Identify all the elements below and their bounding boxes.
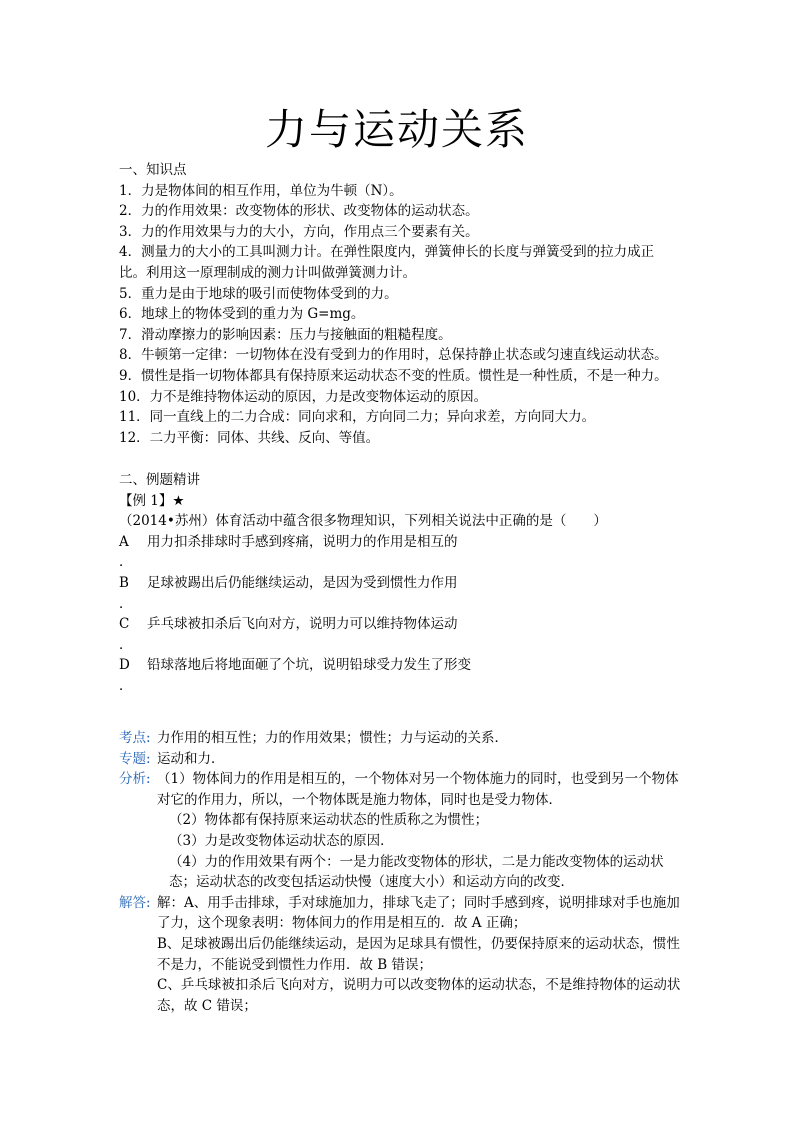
kaodian-text: 力作用的相互性；力的作用效果；惯性；力与运动的关系． [157, 730, 508, 746]
knowledge-item: 11．同一直线上的二力合成：同向求和，方向同二力；异向求差，方向同大力。 [119, 409, 596, 426]
knowledge-item: 3．力的作用效果与力的大小，方向，作用点三个要素有关。 [119, 223, 479, 240]
jieda-paragraph: B、足球被踢出后仍能继续运动，是因为足球具有惯性，仍要保持原来的运动状态，惯性不是力，不能说受到惯性力作用．故 B 错误； [157, 935, 680, 973]
jieda-row [119, 893, 681, 1017]
fenxi-body [157, 769, 681, 893]
option-a [119, 532, 679, 573]
option-letter: C [119, 616, 130, 633]
kaodian-label: 考点: [119, 730, 151, 746]
knowledge-item: 1．力是物体间的相互作用，单位为牛顿（N）。 [119, 182, 403, 199]
knowledge-item: 6．地球上的物体受到的重力为 G=mg。 [119, 306, 365, 323]
fenxi-paragraph: （1）物体间力的作用是相互的，一个物体对另一个物体施力的同时，也受到另一个物体对它的作用力，所以，一个物体既是施力物体，同时也是受力物体． [157, 771, 679, 808]
knowledge-item: 2．力的作用效果：改变物体的形状、改变物体的运动状态。 [119, 203, 479, 220]
section-heading: 二、例题精讲 [119, 472, 200, 488]
knowledge-item: 10．力不是维持物体运动的原因，力是改变物体运动的原因。 [119, 388, 488, 405]
knowledge-item: 12．二力平衡：同体、共线、反向、等值。 [119, 429, 380, 446]
option-text: 足球被踢出后仍能继续运动，是因为受到惯性力作用 [147, 574, 458, 591]
knowledge-section [119, 160, 679, 448]
fenxi-paragraph: （4）力的作用效果有两个：一是力能改变物体的形状，二是力能改变物体的运动状态；运动状态的改变包括运动快慢（速度大小）和运动方向的改变． [169, 853, 664, 891]
fenxi-paragraph: （3）力是改变物体运动状态的原因． [169, 832, 394, 849]
knowledge-item: 8．牛顿第一定律：一切物体在没有受到力的作用时，总保持静止状态或匀速直线运动状态。 [119, 347, 668, 364]
knowledge-item: 9．惯性是指一切物体都具有保持原来运动状态不变的性质。惯性是一种性质，不是一种力。 [119, 367, 668, 384]
option-b [119, 573, 679, 614]
option-dot: ． [119, 595, 133, 612]
option-d [119, 655, 679, 696]
option-text: 铅球落地后将地面砸了个坑，说明铅球受力发生了形变 [147, 657, 471, 674]
analysis-section [119, 728, 681, 1016]
option-text: 乒乓球被扣杀后飞向对方，说明力可以维持物体运动 [147, 616, 458, 633]
fenxi-paragraph: （2）物体都有保持原来运动状态的性质称之为惯性； [169, 812, 489, 829]
option-letter: A [119, 533, 129, 550]
zhuanti-text: 运动和力． [157, 750, 225, 767]
option-text: 用力扣杀排球时手感到疼痛，说明力的作用是相互的 [147, 533, 458, 550]
knowledge-item: 4．测量力的大小的工具叫测力计。在弹性限度内，弹簧伸长的长度与弹簧受到的拉力成正比。利用这一原理制成的测力计叫做弹簧测力计。 [119, 244, 655, 281]
zhuanti-row [119, 749, 681, 770]
fenxi-row [119, 769, 681, 893]
example-section [119, 470, 679, 697]
zhuanti-label: 专题: [119, 750, 151, 767]
fenxi-label: 分析: [119, 771, 151, 788]
section-heading: 一、知识点 [119, 162, 187, 178]
knowledge-item: 5．重力是由于地球的吸引而使物体受到的力。 [119, 285, 398, 302]
option-dot: ． [119, 554, 133, 571]
example-label: 【例 1】 [119, 492, 173, 509]
option-letter: D [119, 657, 130, 674]
option-letter: B [119, 574, 129, 591]
option-dot: ． [119, 677, 133, 694]
jieda-label: 解答: [119, 894, 151, 911]
kaodian-row [119, 728, 681, 749]
page-title: 力与运动关系 [264, 105, 529, 154]
jieda-paragraph: C、乒乓球被扣杀后飞向对方，说明力可以改变物体的运动状态，不是维持物体的运动状态，故 C 错误； [157, 977, 681, 1014]
star-icon: ★ [172, 492, 185, 509]
knowledge-item: 7．滑动摩擦力的影响因素：压力与接触面的粗糙程度。 [119, 326, 452, 343]
question-text: （2014•苏州）体育活动中蕴含很多物理知识，下列相关说法中正确的是（ ） [119, 513, 607, 530]
example-label-row [119, 491, 679, 512]
jieda-body [157, 893, 681, 1017]
option-dot: ． [119, 636, 133, 653]
jieda-paragraph: 解：A、用手击排球，手对球施加力，排球飞走了；同时手感到疼，说明排球对手也施加了力，这个现象表明：物体间力的作用是相互的．故 A 正确； [157, 894, 680, 932]
option-c [119, 614, 679, 655]
